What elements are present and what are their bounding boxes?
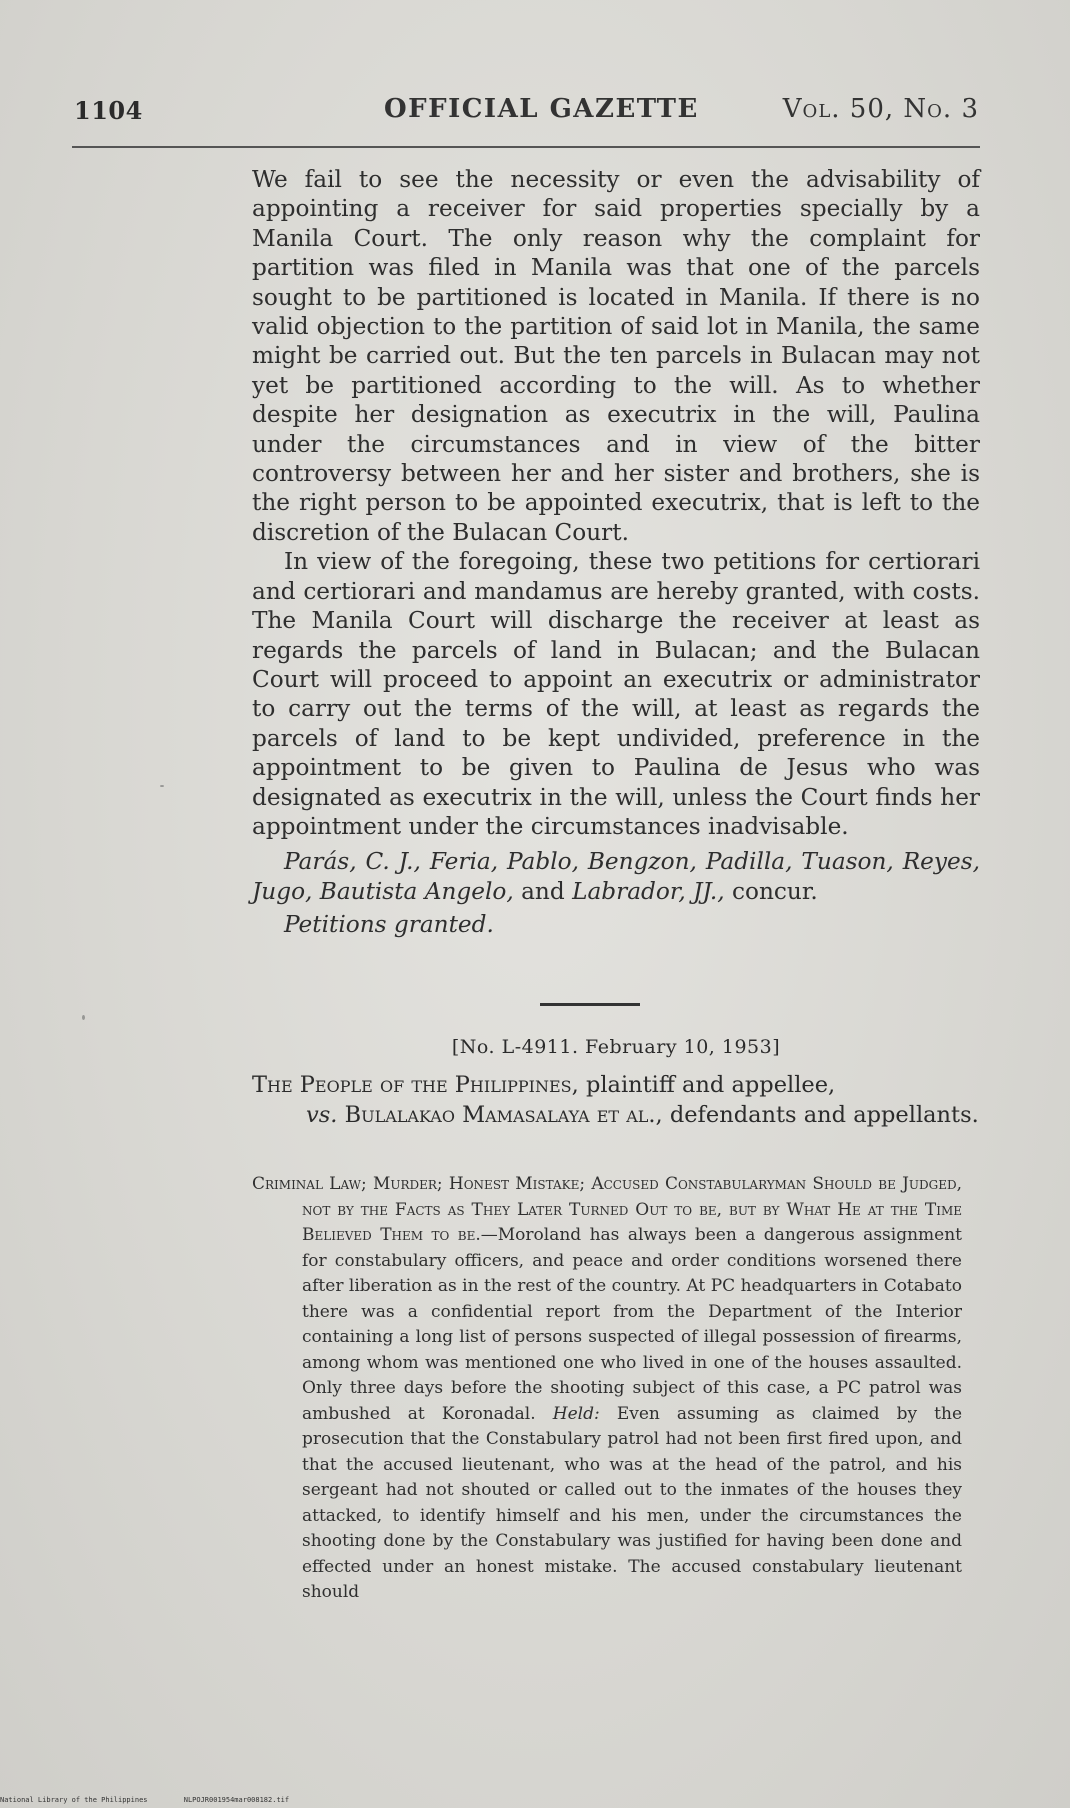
paragraph-1: We fail to see the necessity or even the advisability of appointing a receiver for said properties specially by a Manila Court. The only reason why the complaint for partition was filed in Manila was that one of the parcels sought to be partitioned is located in Manila. If there is no valid objection to the partition of said lot in Manila, the same might be carried out. But the ten parcels in Bulacan may not yet be partitioned according to the will. As to whether despite her designation as executrix in the will, Paulina under the circumstances and in view of the bitter controversy between her and her sister and brothers, she is the right person to be appointed executrix, that is left to the discretion of the Bulacan Court. bbox=[252, 166, 980, 546]
justice-last: Labrador, JJ., bbox=[572, 877, 725, 905]
syllabus bbox=[252, 1172, 962, 1606]
case-caption bbox=[252, 1070, 980, 1130]
library-credit: National Library of the Philippines bbox=[0, 1796, 148, 1804]
volume-issue: Vol. 50, No. 3 bbox=[782, 94, 979, 124]
syllabus-heading: Criminal Law; Murder; Honest Mistake; Accused Constabularyman Should be Judged, not by the Facts as They Later Turned Out to be, but by What He at the Time Believed Them to be. bbox=[252, 1174, 962, 1245]
header-rule bbox=[72, 146, 980, 148]
publication-title: OFFICIAL GAZETTE bbox=[384, 94, 699, 124]
scan-speck bbox=[82, 1015, 85, 1020]
paragraph-2: In view of the foregoing, these two petitions for certiorari and certiorari and mandamus are hereby granted, with costs. The Manila Court will discharge the receiver at least as regards the parcels of land in Bulacan; and the Bulacan Court will proceed to appoint an executrix or administrator to carry out the terms of the will, at least as regards the parcels of land to be kept undivided, preference in the appointment to be given to Paulina de Jesus who was designated as executrix in the will, unless the Court finds her appointment under the circumstances inadvisable. bbox=[252, 548, 980, 840]
case-number: [No. L-4911. February 10, 1953] bbox=[451, 1036, 781, 1058]
running-header bbox=[74, 92, 979, 132]
syllabus-text-a: —Moroland has always been a dangerous assignment for constabulary officers, and peace and order conditions worsened there after liberation as in the rest of the country. At PC headquarters in Cotabato there was a confidential report from the Department of the Interior containing a long list of persons suspected of illegal possession of firearms, among whom was mentioned one who lived in one of the houses assaulted. Only three days before the shooting subject of this case, a PC patrol was ambushed at Koronadal. bbox=[302, 1225, 962, 1424]
defendants-name: Bulalakao Mamasalaya et al., bbox=[344, 1102, 663, 1128]
plaintiff-role: plaintiff and appellee, bbox=[585, 1072, 836, 1098]
versus: vs. bbox=[306, 1102, 338, 1128]
scan-speck bbox=[160, 785, 164, 787]
syllabus-text-b: Even assuming as claimed by the prosecution that the Constabulary patrol had not been first fired upon, and that the accused lieutenant, who was at the head of the patrol, and his sergeant had not shouted or called out to the inmates of the houses they attacked, to identify himself and his men, under the circumstances the shooting done by the Constabulary was justified for having been done and effected under an honest mistake. The accused constabulary lieutenant should bbox=[302, 1403, 963, 1602]
page-number: 1104 bbox=[74, 96, 143, 125]
disposition: Petitions granted. bbox=[284, 911, 494, 939]
concur-and: and bbox=[521, 877, 565, 905]
scan-footer bbox=[0, 1796, 321, 1804]
decision-text bbox=[252, 165, 980, 940]
plaintiff-name: The People of the Philippines, bbox=[252, 1072, 579, 1098]
concur-word: concur. bbox=[732, 877, 818, 905]
justice-names: Parás, C. J., Feria, Pablo, Bengzon, Padilla, Tuason, Reyes, Jugo, Bautista Angelo, bbox=[252, 848, 980, 905]
defendants-role: defendants and appellants. bbox=[669, 1102, 979, 1128]
concurring-justices bbox=[252, 847, 980, 906]
held-label: Held: bbox=[552, 1403, 600, 1424]
section-divider bbox=[540, 1003, 640, 1006]
file-name: NLPOJR001954mar008182.tif bbox=[183, 1796, 290, 1804]
